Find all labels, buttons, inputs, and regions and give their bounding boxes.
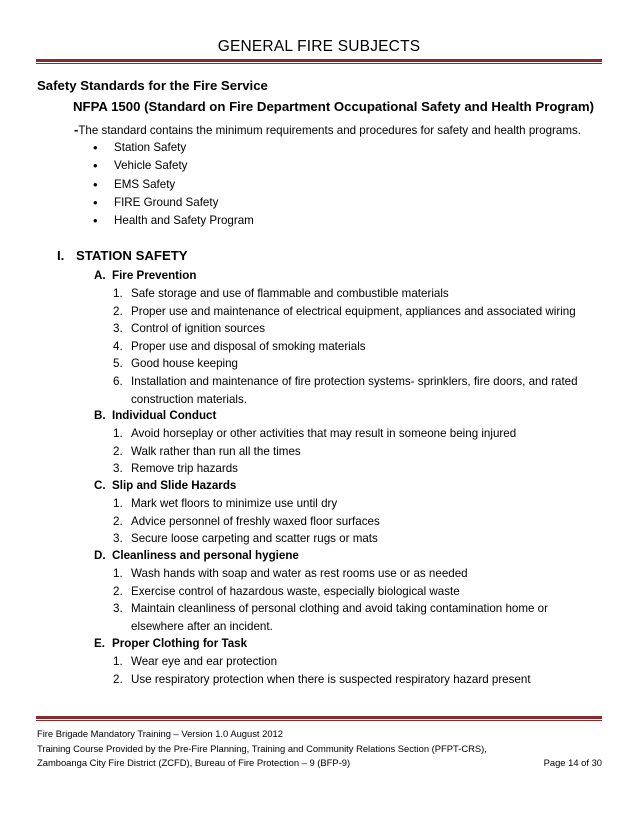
list-item: 1. Safe storage and use of flammable and combustible materials — [113, 287, 449, 300]
standard-description — [74, 122, 581, 137]
main-section-heading — [57, 248, 188, 263]
subsection-label: Proper Clothing for Task — [112, 637, 248, 650]
list-item: 2. Proper use and maintenance of electrical equipment, appliances and associated wiring — [113, 304, 576, 318]
list-item: 1. Wash hands with soap and water as rest rooms use or as needed — [113, 567, 468, 580]
main-section-title: STATION SAFETY — [76, 248, 188, 263]
program-bullets — [93, 139, 254, 230]
list-item: 1. Avoid horseplay or other activities that may result in someone being injured — [113, 427, 517, 440]
page-footer — [37, 727, 602, 771]
subsection-title — [94, 269, 196, 282]
subsection-list — [113, 565, 593, 635]
subsection-list — [113, 285, 593, 408]
subsection-list — [113, 495, 593, 548]
subsection-letter: B. — [94, 409, 106, 422]
bullet-item: • Vehicle Safety — [93, 157, 254, 175]
section-title: Safety Standards for the Fire Service — [37, 78, 268, 93]
list-item: 5. Good house keeping — [113, 357, 239, 371]
subsection-title — [94, 637, 247, 650]
footer-rule — [36, 716, 602, 721]
list-item: 3. Maintain cleanliness of personal clothing and avoid taking contamination home or elsewhere after an incident. — [113, 602, 548, 633]
list-item: 1. Wear eye and ear protection — [113, 655, 278, 668]
subsection-label: Fire Prevention — [112, 269, 197, 282]
subsection-title — [94, 479, 236, 492]
bullet-item: • Station Safety — [93, 139, 254, 157]
standard-title: NFPA 1500 (Standard on Fire Department Occupational Safety and Health Program) — [73, 99, 595, 114]
list-item: 2. Exercise control of hazardous waste, especially biological waste — [113, 584, 460, 598]
bullet-item: • EMS Safety — [93, 176, 254, 194]
page-header-title: GENERAL FIRE SUBJECTS — [217, 38, 421, 55]
list-item: 2. Walk rather than run all the times — [113, 444, 301, 458]
list-item: 4. Proper use and disposal of smoking materials — [113, 339, 366, 353]
subsection-label: Individual Conduct — [112, 409, 217, 422]
description-text: The standard contains the minimum requirements and procedures for safety and health programs. — [78, 124, 582, 137]
footer-line: Zamboanga City Fire District (ZCFD), Bureau of Fire Protection – 9 (BFP-9) — [37, 757, 351, 768]
subsection-label: Slip and Slide Hazards — [112, 479, 237, 492]
list-item: 1. Mark wet floors to minimize use until dry — [113, 497, 338, 510]
subsection-label: Cleanliness and personal hygiene — [112, 549, 299, 562]
bullet-item: • FIRE Ground Safety — [93, 194, 254, 212]
list-item: 3. Control of ignition sources — [113, 322, 266, 336]
footer-line: Training Course Provided by the Pre-Fire Planning, Training and Community Relations Section (PFPT-CRS), — [37, 742, 487, 754]
list-item: 3. Remove trip hazards — [113, 462, 238, 476]
description-dash: - — [74, 122, 79, 137]
header-rule — [36, 59, 602, 64]
list-item: 6. Installation and maintenance of fire protection systems- sprinklers, fire doors, and rated construction materials. — [113, 374, 578, 406]
subsection-letter: E. — [94, 637, 105, 650]
bullet-item: • Health and Safety Program — [93, 212, 254, 230]
list-item: 2. Use respiratory protection when there is suspected respiratory hazard present — [113, 672, 531, 686]
subsection-title — [94, 549, 299, 562]
list-item: 2. Advice personnel of freshly waxed floor surfaces — [113, 514, 380, 528]
subsection-title — [94, 409, 216, 422]
subsection-letter: D. — [94, 549, 106, 562]
subsection-list — [113, 653, 593, 688]
list-item: 3. Secure loose carpeting and scatter rugs or mats — [113, 532, 378, 546]
main-section-number: I. — [57, 248, 65, 263]
page-number: Page 14 of 30 — [543, 757, 602, 768]
subsection-letter: C. — [94, 479, 106, 492]
subsection-list — [113, 425, 593, 478]
subsection-letter: A. — [94, 269, 106, 282]
footer-line: Fire Brigade Mandatory Training – Version 1.0 August 2012 — [37, 728, 283, 739]
